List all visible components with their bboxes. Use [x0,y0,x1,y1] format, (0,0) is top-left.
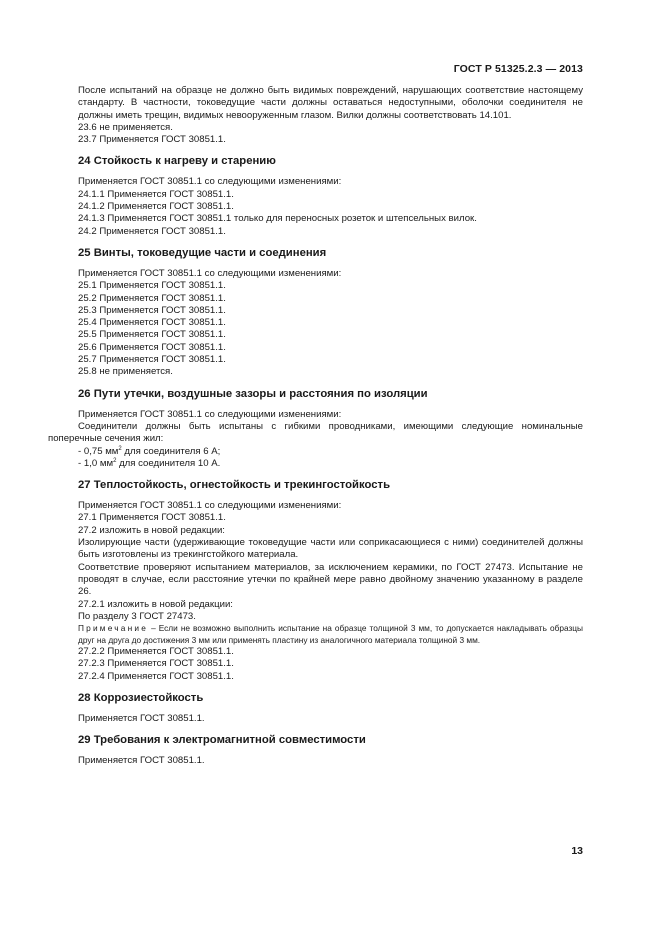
s26-paragraph [48,421,583,446]
s27-line-5: По разделу 3 ГОСТ 27473. [78,610,196,622]
s27-line-2: 27.1 Применяется ГОСТ 30851.1. [78,512,226,524]
s25-line-8: 25.8 не применяется. [78,366,173,378]
s26-paragraph-text: Соединители должны быть испытаны с гибкими проводниками, имеющими следующие номинальные поперечные сечения жил: [48,420,583,445]
section-25-title: 25 Винты, токоведущие части и соединения [78,246,327,259]
section-24-title: 24 Стойкость к нагреву и старению [78,155,276,168]
s26-item-2 [78,458,583,470]
s26-item-1 [78,446,583,458]
s26-item-2-pre: - 1,0 мм [78,457,114,469]
s27-note [78,623,583,646]
s27-note-label: Примечание [78,623,149,634]
s24-line-0: Применяется ГОСТ 30851.1 со следующими изменениями: [78,176,342,188]
s27-line-6: 27.2.2 Применяется ГОСТ 30851.1. [78,645,234,657]
clause-23-6: 23.6 не применяется. [78,121,173,133]
s24-line-2: 24.1.2 Применяется ГОСТ 30851.1. [78,201,234,213]
s24-line-1: 24.1.1 Применяется ГОСТ 30851.1. [78,188,234,200]
s27-line-3: 27.2 изложить в новой редакции: [78,524,225,536]
s25-line-3: 25.3 Применяется ГОСТ 30851.1. [78,304,226,316]
s26-line-1: Применяется ГОСТ 30851.1 со следующими изменениями: [78,408,342,420]
s25-line-4: 25.4 Применяется ГОСТ 30851.1. [78,317,226,329]
s26-item-1-sup: 2 [118,445,122,452]
s24-line-3: 24.1.3 Применяется ГОСТ 30851.1 только для переносных розеток и штепсельных вилок. [78,213,477,225]
s26-item-1-post: для соединителя 6 А; [121,445,221,457]
s25-line-5: 25.5 Применяется ГОСТ 30851.1. [78,329,226,341]
document-body [48,85,583,767]
page-header-standard: ГОСТ Р 51325.2.3 — 2013 [453,63,583,75]
s25-line-7: 25.7 Применяется ГОСТ 30851.1. [78,354,226,366]
s27-line-4: 27.2.1 изложить в новой редакции: [78,598,233,610]
s25-line-6: 25.6 Применяется ГОСТ 30851.1. [78,341,226,353]
s27-note-text: – Если не возможно выполнить испытание на образце толщиной 3 мм, то допускается накладывать образцы друг на друга до достижения 3 мм или применять пластину из аналогичного материала толщиной 3 мм. [78,623,583,645]
s27-paragraph-2: Соответствие проверяют испытанием материалов, за исключением керамики, по ГОСТ 27473. Испытание не проводят в случае, если расстояние утечки по крайней мере равно двойному значению указанному в разделе 26. [78,561,583,598]
page-number: 13 [571,845,583,857]
s26-item-2-post: для соединителя 10 А. [116,457,221,469]
s27-line-1: Применяется ГОСТ 30851.1 со следующими изменениями: [78,500,342,512]
s29-line-1: Применяется ГОСТ 30851.1. [78,755,205,767]
s25-line-1: 25.1 Применяется ГОСТ 30851.1. [78,280,226,292]
section-27-title: 27 Теплостойкость, огнестойкость и трекингостойкость [78,479,391,492]
s24-line-4: 24.2 Применяется ГОСТ 30851.1. [78,225,226,237]
section-29-title: 29 Требования к электромагнитной совместимости [78,734,366,747]
section-28-title: 28 Коррозиестойкость [78,691,204,704]
s28-line-1: Применяется ГОСТ 30851.1. [78,712,205,724]
s25-line-2: 25.2 Применяется ГОСТ 30851.1. [78,292,226,304]
s26-item-1-pre: - 0,75 мм [78,445,119,457]
s27-line-8: 27.2.4 Применяется ГОСТ 30851.1. [78,670,234,682]
s25-line-0: Применяется ГОСТ 30851.1 со следующими изменениями: [78,267,342,279]
s27-paragraph-1: Изолирующие части (удерживающие токоведущие части или соприкасающиеся с ними) соединителей должны быть изготовлены из трекингстойкого материала. [78,537,583,561]
s26-item-2-sup: 2 [113,457,117,464]
clause-23-7: 23.7 Применяется ГОСТ 30851.1. [78,134,226,146]
s27-line-7: 27.2.3 Применяется ГОСТ 30851.1. [78,658,234,670]
section-26-title: 26 Пути утечки, воздушные зазоры и расстояния по изоляции [78,387,428,400]
intro-paragraph: После испытаний на образце не должно быть видимых повреждений, нарушающих соответствие настоящему стандарту. В частности, токоведущие части должны оставаться недоступными, оболочки соединителя не должны иметь трещин, видимых невооруженным глазом. Вилки должны соответствовать 14.101. [78,85,583,121]
